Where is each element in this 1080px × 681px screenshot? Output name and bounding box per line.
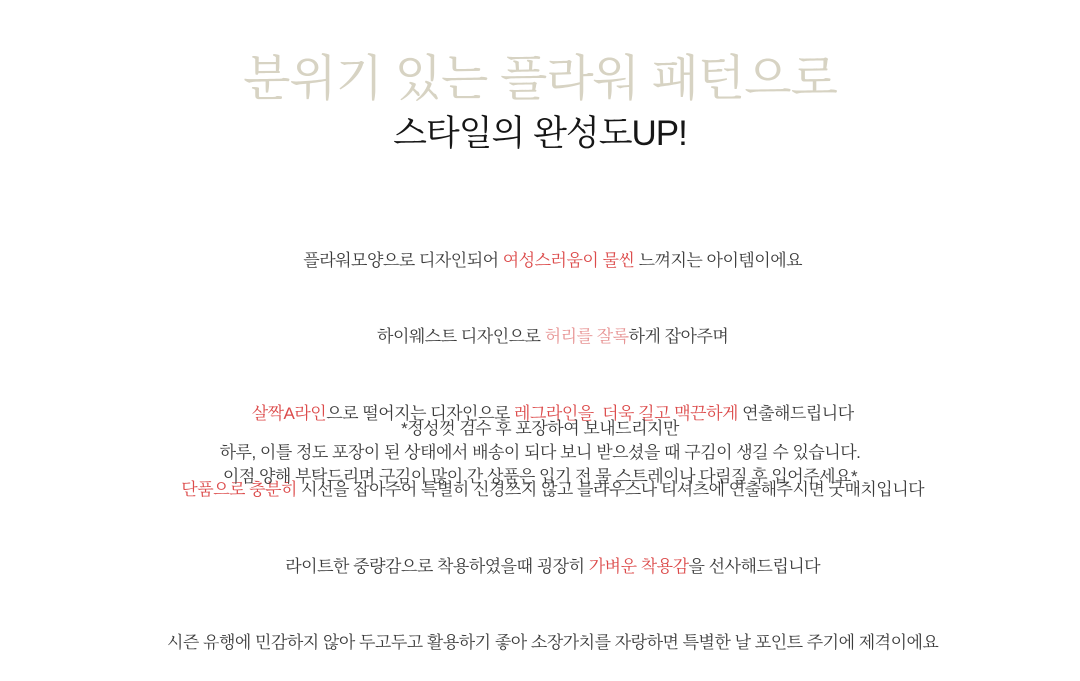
header-block [0,50,1080,153]
text-segment: 가벼운 착용감 [589,557,689,576]
description-line [0,528,1080,605]
notice-line: *정성껏 검수 후 포장하여 보내드리지만 [0,417,1080,441]
page-title: 분위기 있는 플라워 패턴으로 [0,50,1080,109]
text-segment: 레그라인을 더욱 길고 맥끈하게 [514,404,738,423]
text-segment: 하게 잡아주며 [629,327,729,346]
text-segment: 시즌 유행에 민감하지 않아 두고두고 활용하기 좋아 소장가치를 자랑하면 특별한 날 포인트 주기에 제격이에요 [167,633,938,652]
text-segment: 허리를 잘록 [545,327,629,346]
text-segment: 여성스러움이 물씬 [503,251,635,270]
text-segment: 시선을 잡아주어 특별히 신경쓰지 않고 블라우스나 티셔츠에 연출해주시면 굿매치입니다 [297,480,924,499]
text-segment: 단품으로 충분히 [181,480,297,499]
text-segment: 라이트한 중량감으로 착용하였을때 굉장히 [285,557,589,576]
text-segment: 하이웨스트 디자인으로 [377,327,545,346]
text-segment: 으로 떨어지는 디자인으로 [326,404,514,423]
text-segment: 연출해드립니다 [738,404,854,423]
text-segment: 살짝A라인 [252,404,327,423]
text-segment: 을 선사해드립니다 [689,557,821,576]
notice-line: 이점 양해 부탁드리며 구김이 많이 간 상품은 입기 전 물 스트레이나 다림질 후 입어주세요* [0,465,1080,489]
text-segment: 느껴지는 아이템이에요 [634,251,802,270]
description-line [0,605,1080,681]
page-subtitle: 스타일의 완성도UP! [0,115,1080,154]
notice-block [0,417,1080,489]
description-line [0,299,1080,376]
text-segment: 플라워모양으로 디자인되어 [303,251,503,270]
notice-line: 하루, 이틀 정도 포장이 된 상태에서 배송이 되다 보니 받으셨을 때 구김이 생길 수 있습니다. [0,441,1080,465]
description-line [0,222,1080,299]
